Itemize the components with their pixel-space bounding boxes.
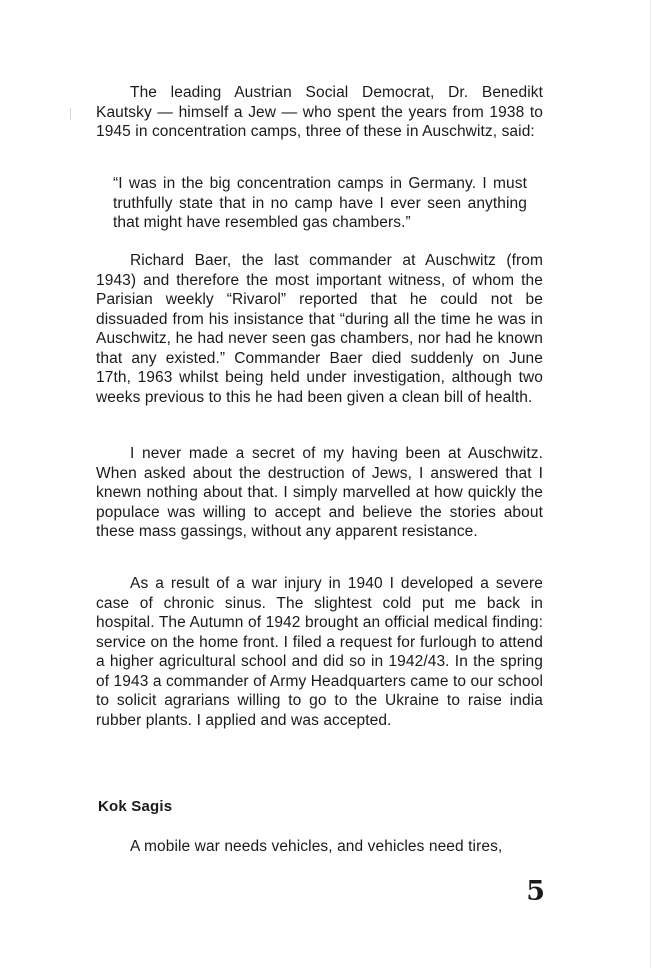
page-number: 5 (526, 876, 545, 907)
paragraph-auschwitz: I never made a secret of my having been at Auschwitz. When asked about the destruction of Jews, I answered that I knewn nothing about that. I simply marvelled at how quickly the populace was willing to accept and believe the stories about these mass gassings, without any apparent resistance. (96, 445, 543, 540)
section-heading: Kok Sagis (98, 798, 173, 815)
paragraph-mobile-war: A mobile war needs vehicles, and vehicles need tires, (130, 838, 503, 855)
paragraph-baer: Richard Baer, the last commander at Auschwitz (from 1943) and therefore the most important witness, of whom the Parisian weekly “Rivarol” reported that he could not be dissuaded from his insistance that “during all the time he was in Auschwitz, he had never seen gas chambers, nor had he known that any existed.” Commander Baer died suddenly on June 17th, 1963 whilst being held under investigation, although two weeks previous to this he had been given a clean bill of health. (96, 252, 543, 406)
margin-mark (70, 108, 71, 120)
page-edge-line (650, 0, 651, 968)
paragraph-war-injury: As a result of a war injury in 1940 I developed a severe case of chronic sinus. The slightest cold put me back in hospital. The Autumn of 1942 brought an official medical finding: service on the home front. I filed a request for furlough to attend a higher agricultural school and did so in 1942/43. In the spring of 1943 a commander of Army Headquarters came to our school to solicit agrarians willing to go to the Ukraine to raise india rubber plants. I applied and was accepted. (96, 575, 544, 729)
paragraph-kautsky: The leading Austrian Social Democrat, Dr. Benedikt Kautsky — himself a Jew — who spent the years from 1938 to 1945 in concentration camps, three of these in Auschwitz, said: (96, 84, 543, 140)
quote-kautsky: “I was in the big concentration camps in Germany. I must truthfully state that in no camp have I ever seen anything that might have resembled gas chambers.” (113, 175, 527, 231)
